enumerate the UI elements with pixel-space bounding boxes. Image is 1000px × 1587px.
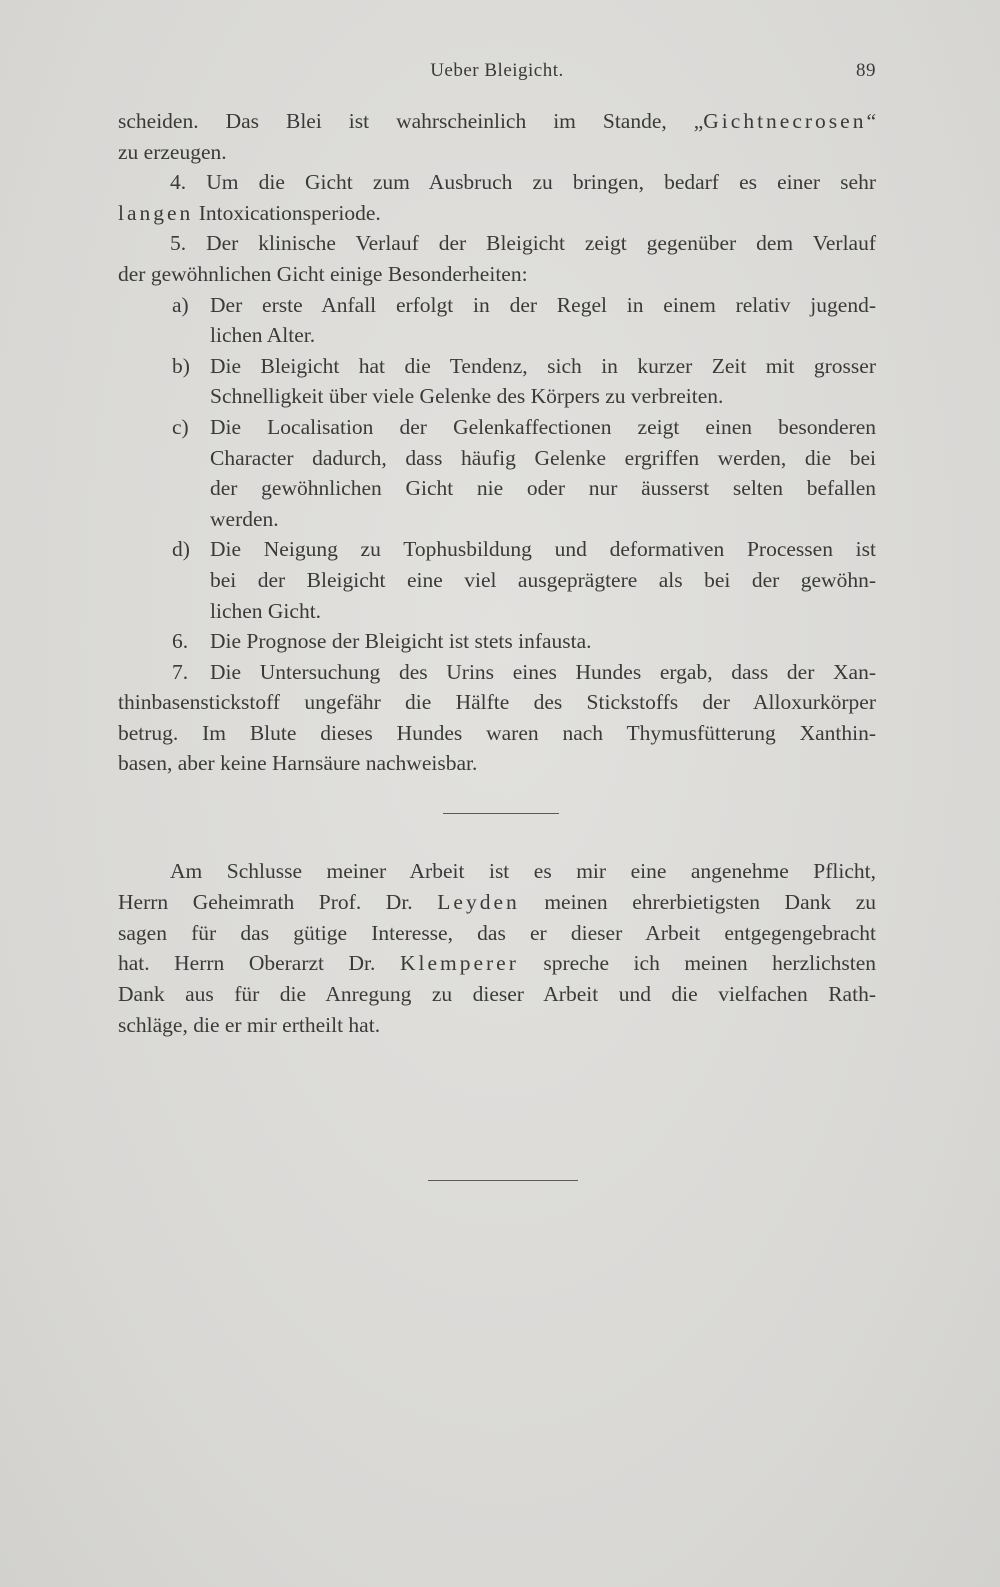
text-line: basen, aber keine Harnsäure nachweisbar. — [118, 751, 478, 776]
running-title: Ueber Bleigicht. — [430, 60, 564, 81]
acknowledgement-text — [118, 856, 876, 1041]
item-marker: b) — [172, 353, 190, 378]
item-c: c) Die Localisation der Gelenkaffectionen zeigt einen besonderen — [118, 412, 876, 443]
end-divider — [428, 1180, 578, 1181]
text-line: langen Intoxicationsperiode. — [118, 200, 381, 225]
text-line: schläge, die er mir ertheilt hat. — [118, 1012, 381, 1037]
text-line: der gewöhnlichen Gicht einige Besonderheiten: — [118, 261, 528, 286]
point-4: 4. Um die Gicht zum Ausbruch zu bringen, bedarf es einer sehr — [170, 170, 876, 195]
item-c-cont: werden. — [210, 506, 279, 531]
section-divider — [443, 813, 559, 814]
page-number: 89 — [856, 60, 876, 81]
item-d-cont: lichen Gicht. — [210, 598, 322, 623]
spaced-name: Klemperer — [399, 951, 519, 976]
text-line: Am Schlusse meiner Arbeit ist es mir eine angenehme Pflicht, — [170, 859, 876, 883]
item-b: b) Die Bleigicht hat die Tendenz, sich in kurzer Zeit mit grosser — [118, 351, 876, 382]
text-line: betrug. Im Blute dieses Hundes waren nach Thymusfütterung Xanthin- — [118, 720, 876, 745]
text-line: Herrn Geheimrath Prof. Dr. Leyden meinen ehrerbietigsten Dank zu — [118, 889, 876, 914]
point-7: 7. Die Untersuchung des Urins eines Hundes ergab, dass der Xan- — [118, 657, 876, 688]
item-marker: 6. — [172, 629, 189, 654]
conclusions-text — [118, 106, 876, 779]
running-head — [118, 60, 876, 88]
item-c-cont: Character dadurch, dass häufig Gelenke ergriffen werden, die bei — [210, 445, 876, 470]
point-6: 6. Die Prognose der Bleigicht ist stets infausta. — [118, 626, 876, 657]
text-line: thinbasenstickstoff ungefähr die Hälfte des Stickstoffs der Alloxurkörper — [118, 690, 876, 715]
item-marker: d) — [172, 537, 190, 562]
point-5: 5. Der klinische Verlauf der Bleigicht zeigt gegenüber dem Verlauf — [170, 231, 876, 256]
spaced-term: Gichtnecrosen — [703, 109, 867, 133]
text-line: zu erzeugen. — [118, 139, 227, 164]
text-line: scheiden. Das Blei ist wahrscheinlich im Stande, „Gichtnecrosen“ — [118, 109, 876, 133]
item-c-cont: der gewöhnlichen Gicht nie oder nur äusserst selten befallen — [210, 476, 876, 501]
text-line: Dank aus für die Anregung zu dieser Arbeit und die vielfachen Rath- — [118, 982, 876, 1007]
spaced-term: langen — [118, 200, 194, 225]
item-b-cont: Schnelligkeit über viele Gelenke des Körpers zu verbreiten. — [210, 384, 724, 409]
text-line: sagen für das gütige Interesse, das er dieser Arbeit entgegengebracht — [118, 920, 876, 945]
item-a-cont: lichen Alter. — [210, 323, 316, 348]
item-marker: a) — [172, 292, 189, 317]
item-d-cont: bei der Bleigicht eine viel ausgeprägtere als bei der gewöhn- — [210, 567, 876, 592]
item-marker: c) — [172, 414, 189, 439]
item-d: d) Die Neigung zu Tophusbildung und deformativen Processen ist — [118, 534, 876, 565]
text-line: hat. Herrn Oberarzt Dr. Klemperer spreche ich meinen herzlichsten — [118, 951, 877, 976]
spaced-name: Leyden — [437, 889, 520, 914]
item-marker: 7. — [172, 659, 189, 684]
item-a: a) Der erste Anfall erfolgt in der Regel in einem relativ jugend- — [118, 290, 876, 321]
